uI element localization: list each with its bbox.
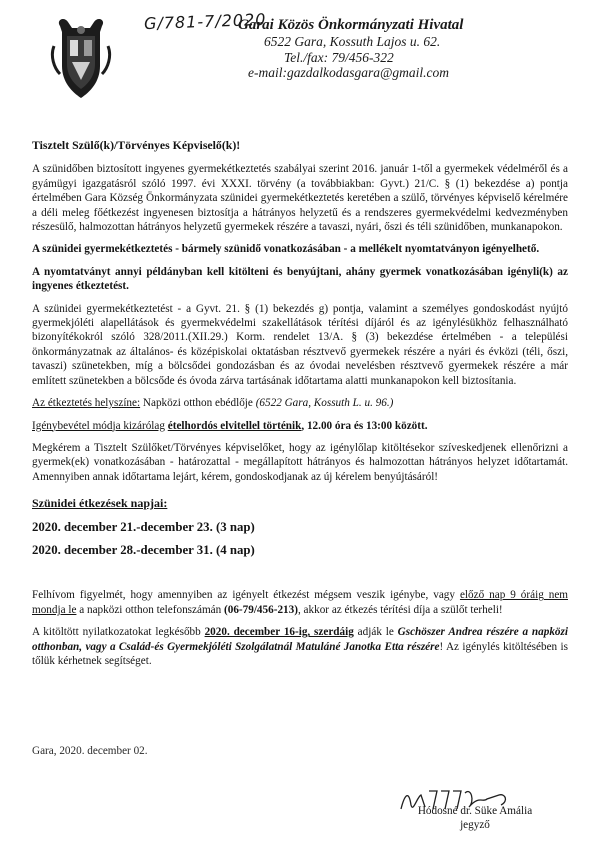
pickup-label: Igénybevétel módja kizárólag [32, 419, 165, 432]
paragraph-regulation: A szünidei gyermekétkeztetést - a Gyvt. 21. § (1) bekezdés g) pontja, valamint a személyes gondoskodást nyújtó gyermekjóléti alapellátások és gyermekvédelmi szakellátások térítési díjáról és az igénylésükhöz felhasználható bizonyítékokról szóló 328/2011.(XII.29.) Korm. rendelet 13/A. § (3) bekezdése értelmében - a települési önkormányzatnak az általános- és középiskolai oktatásban résztvevő gyermekek részére a nyári és évközi (téli, őszi, tavaszi) szünetekben, míg a bölcsődei gondozásban és az óvodai nevelésben résztvevő gyermekek részére a már említett szünetekben a bölcsőde és óvoda zárva tartásának időtartama alatti munkanapokon kell biztosítania. [32, 302, 568, 387]
warning-text-3: , akkor az étkezés térítési díja a szülőt terheli! [297, 603, 503, 616]
pickup-method [32, 419, 568, 433]
warning-deadline: előző nap 9 óráig nem mondja le [32, 589, 568, 616]
office-letterhead [238, 18, 498, 81]
paragraph-request: Megkérem a Tisztelt Szülőket/Törvényes képviselőket, hogy az igénylőlap kitöltésekor szíveskedjenek ellenőrizni a gyermek(ek) vonatkozásában - határozattal - megállapított hátrányos és halmozottan hátrányos helyzet időtartamát. Amennyiben annak időtartama lejárt, kérem, gondoskodjanak az új kérelem benyújtásáról! [32, 441, 568, 483]
place-and-date: Gara, 2020. december 02. [32, 745, 148, 757]
warning-phone: (06-79/456-213) [224, 603, 298, 616]
meal-days-heading: Szünidei étkezések napjai: [32, 496, 168, 511]
meal-days-item: 2020. december 21.-december 23. (3 nap) [32, 519, 255, 534]
office-name: Garai Közös Önkormányzati Hivatal [238, 17, 464, 33]
coat-of-arms-icon [50, 16, 112, 100]
warning-text-1: Felhívom figyelmét, hogy amennyiben az igényelt étkezést mégsem veszik igénybe, vagy [32, 589, 460, 602]
deadline-text-2: adják le [353, 626, 398, 639]
deadline-contacts: Gschöszer Andrea részére a napközi otthonban, vagy a Család-és Gyermekjóléti Szolgálatnál Matuláné Janotka Etta részére [32, 626, 568, 653]
office-address: 6522 Gara, Kossuth Lajos u. 62. [264, 33, 441, 49]
office-email: e-mail:gazdalkodasgara@gmail.com [248, 65, 450, 81]
signer-name: Hódosné dr. Süke Amália [417, 805, 533, 817]
pickup-time: , 12.00 óra és 13:00 között. [301, 419, 428, 432]
location-label: Az étkeztetés helyszíne: [32, 397, 141, 410]
paragraph-copies-notice: A nyomtatványt annyi példányban kell kitölteni és benyújtani, ahány gyermek vonatkozásában igényli(k) az ingyenes étkeztetést. [32, 265, 568, 293]
office-telfax: Tel./fax: 79/456-322 [284, 49, 394, 65]
meal-location [32, 396, 568, 410]
letter-body [32, 138, 568, 676]
signer-title: jegyző [460, 819, 490, 831]
deadline-text-1: A kitöltött nyilatkozatokat legkésőbb [32, 626, 205, 639]
paragraph-submission-deadline [32, 625, 568, 668]
warning-text-2: a napközi otthon telefonszámán [76, 603, 224, 616]
salutation: Tisztelt Szülő(k)/Törvényes Képviselő(k)! [32, 138, 241, 152]
signer-block [400, 804, 550, 832]
meal-days-item: 2020. december 28.-december 31. (4 nap) [32, 542, 255, 557]
paragraph-cancellation-warning [32, 588, 568, 617]
handwritten-file-number: G/781-7/2020 [143, 9, 267, 34]
paragraph-legal-basis: A szünidőben biztosított ingyenes gyermekétkeztetés szabályai szerint 2016. január 1-től a gyermekek védelméről és a gyámügyi igazgatásról szóló 1997. évi XXXI. törvény (a továbbiakban: Gyvt.) 21/C. § (1) bekezdése a) pontja értelmében Gara Község Önkormányzata szünidei gyermekétkeztetés keretében a szülő, törvényes képviselő kérelmére a déli meleg főétkezést ingyenesen biztosítja a hátrányos helyzetű és a rendszeres gyermekvédelmi kedvezményben részesülő, halmozottan hátrányos helyzetű gyermekek részére a tavaszi, nyári, őszi és téli szünidőben, munkanapokon. [32, 163, 568, 234]
deadline-date: 2020. december 16-ig, szerdáig [204, 626, 354, 639]
location-address: (6522 Gara, Kossuth L. u. 96.) [255, 397, 394, 410]
paragraph-form-notice: A szünidei gyermekétkeztetés - bármely szünidő vonatkozásában - a mellékelt nyomtatványon igényelhető. [32, 243, 540, 256]
location-value: Napközi otthon ebédlője [142, 397, 253, 410]
pickup-method-value: ételhordós elvitellel történik [167, 419, 302, 432]
deadline-text-3: ! Az igénylés kitöltésében is tőlük kérhetnek segítséget. [32, 640, 568, 667]
